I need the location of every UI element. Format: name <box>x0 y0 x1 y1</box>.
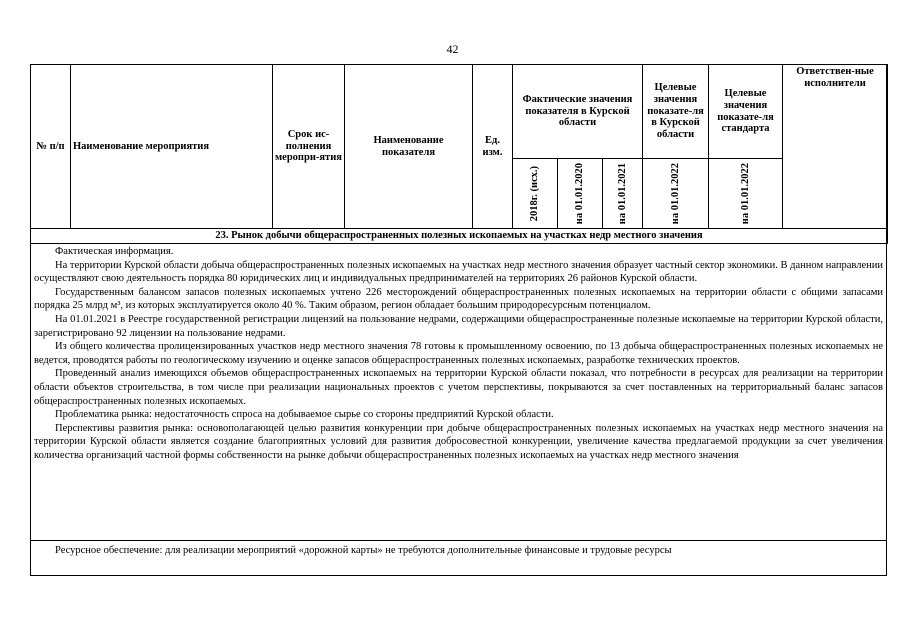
col-num: № п/п <box>31 65 71 229</box>
col-unit: Ед. изм. <box>473 65 513 229</box>
col-measure-name: Наименование мероприятия <box>71 65 273 229</box>
col-indicator-name: Наименование показателя <box>345 65 473 229</box>
resources-text: Ресурсное обеспечение: для реализации мероприятий «дорожной карты» не требуются дополнительные финансовые и трудовые ресурсы <box>55 545 672 556</box>
sub-2021: на 01.01.2021 <box>603 159 643 229</box>
col-target-standard: Целевые значения показате-ля стандарта <box>709 65 783 159</box>
paragraph: Проблематика рынка: недостаточность спроса на добываемое сырье со стороны предприятий Курской области. <box>55 409 554 421</box>
sub-2022-region: на 01.01.2022 <box>643 159 709 229</box>
section-body <box>34 245 883 463</box>
sub-2018: 2018г. (исх.) <box>513 159 558 229</box>
col-actual-values: Фактические значения показателя в Курской области <box>513 65 643 159</box>
col-responsible: Ответствен-ные исполнители <box>783 65 888 229</box>
paragraph: Перспективы развития рынка: основополагающей целью развития конкуренции при добыче общераспространенных полезных ископаемых на участках недр местного значения на территории Курской области является создание благоприятных условий для развития добросовестной конкуренции, увеличение качества предлагаемой продукции за счет увеличения количества организаций частной формы собственности на рынке добычи общераспространенных полезных ископаемых на участках недр местного значения <box>34 422 883 461</box>
col-target-region: Целевые значения показате-ля в Курской области <box>643 65 709 159</box>
paragraph: Государственным балансом запасов полезных ископаемых учтено 226 месторождений общераспространенных полезных ископаемых на территории области с общими запасами порядка 25 млрд м³, из которых эксплуатируется около 40 %. Таким образом, регион обладает большим природоресурсным потенциалом. <box>34 286 883 312</box>
paragraph: Из общего количества пролицензированных участков недр местного значения 78 готовы к промышленному освоению, по 13 добыча общераспространенных полезных ископаемых не ведется, проводятся работы по геологическому изучению и оценке запасов общераспространенных полезных ископаемых, разработке технических проектов. <box>34 341 883 366</box>
sub-2020: на 01.01.2020 <box>558 159 603 229</box>
page-number: 42 <box>446 42 459 56</box>
sub-2022-standard: на 01.01.2022 <box>709 159 783 229</box>
paragraph: На территории Курской области добыча общераспространенных полезных ископаемых на участках недр местного значения образует частный сектор экономики. В данном направлении осуществляют свою деятельность порядка 80 юридических лиц и индивидуальных предпринимателей на территориях 26 районов Курской области. <box>34 259 883 285</box>
col-deadline: Срок ис-полнения меропри-ятия <box>273 65 345 229</box>
resources-row <box>30 540 887 576</box>
header-table <box>30 64 888 244</box>
section-title: 23. Рынок добычи общераспространенных полезных ископаемых на участках недр местного значения <box>31 229 888 244</box>
paragraph: На 01.01.2021 в Реестре государственной регистрации лицензий на пользование недрами, содержащими общераспространенные полезные ископаемые на территории Курской области, зарегистрировано 92 лицензии на пользование недрами. <box>34 313 883 339</box>
paragraph: Проведенный анализ имеющихся объемов общераспространенных ископаемых на территории Курской области показал, что потребности в ресурсах для реализации на территории области объектов строительства, в том числе при реализации национальных проектов с учетом перспективы, покрываются за счет поставленных на территориальный баланс запасов общераспространенных полезных ископаемых. <box>34 368 883 407</box>
paragraph: Фактическая информация. <box>55 246 174 257</box>
